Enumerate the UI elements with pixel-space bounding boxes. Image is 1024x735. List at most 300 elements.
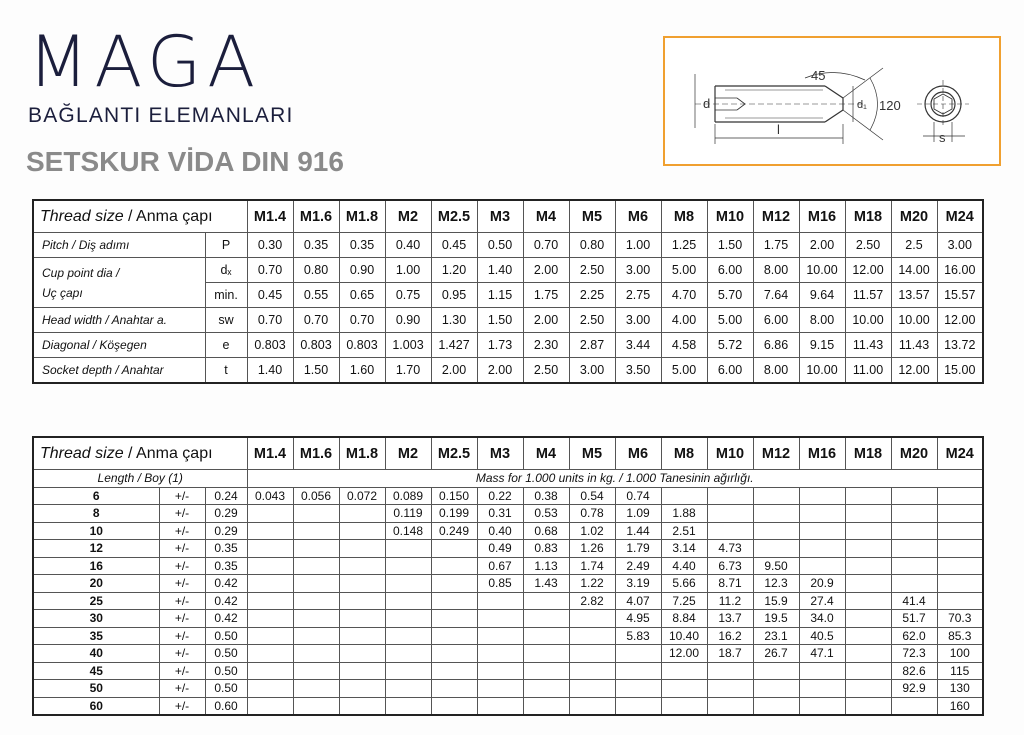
length-cell: 8: [33, 505, 159, 523]
length-cell: 12: [33, 540, 159, 558]
mass-cell: [431, 680, 477, 698]
mass-cell: [845, 522, 891, 540]
mass-cell: 0.49: [477, 540, 523, 558]
table-cell: 7.64: [753, 283, 799, 308]
size-header: M8: [661, 437, 707, 470]
length-cell: 30: [33, 610, 159, 628]
tolerance-cell: 0.42: [205, 610, 247, 628]
table-cell: 8.00: [753, 358, 799, 384]
mass-cell: 4.07: [615, 592, 661, 610]
mass-cell: [385, 662, 431, 680]
table-cell: 5.70: [707, 283, 753, 308]
mass-cell: [799, 540, 845, 558]
mass-cell: [339, 522, 385, 540]
mass-cell: [385, 540, 431, 558]
table-cell: 8.00: [753, 258, 799, 283]
size-header: M3: [477, 200, 523, 233]
mass-cell: 2.51: [661, 522, 707, 540]
mass-cell: [247, 592, 293, 610]
row-label-en: Socket depth: [42, 363, 113, 377]
mass-cell: 1.43: [523, 575, 569, 593]
table-cell: 0.803: [339, 333, 385, 358]
tolerance-cell: 0.42: [205, 592, 247, 610]
row-label-tr: Uç çapı: [42, 285, 83, 300]
mass-cell: [845, 557, 891, 575]
row-label-tr: / Diş adımı: [68, 238, 130, 252]
mass-cell: 34.0: [799, 610, 845, 628]
row-label-en: Head width: [42, 313, 103, 327]
row-label: [33, 333, 205, 358]
table-cell: 0.30: [247, 233, 293, 258]
table-cell: 3.50: [615, 358, 661, 384]
mass-cell: [339, 592, 385, 610]
mass-cell: 0.78: [569, 505, 615, 523]
mass-cell: [845, 592, 891, 610]
length-cell: 20: [33, 575, 159, 593]
size-header: M10: [707, 437, 753, 470]
tolerance-cell: 0.60: [205, 697, 247, 715]
table-cell: 1.40: [247, 358, 293, 384]
mass-cell: [477, 680, 523, 698]
mass-cell: 0.119: [385, 505, 431, 523]
mass-cell: 13.7: [707, 610, 753, 628]
mass-cell: [891, 522, 937, 540]
mass-cell: [937, 575, 983, 593]
table-row: [33, 680, 983, 698]
mass-cell: [753, 522, 799, 540]
mass-cell: [707, 680, 753, 698]
mass-cell: [615, 697, 661, 715]
table-cell: 10.00: [799, 258, 845, 283]
mass-cell: [293, 627, 339, 645]
table-cell: 2.50: [569, 258, 615, 283]
page-title: SETSKUR VİDA DIN 916: [26, 146, 344, 177]
mass-cell: 40.5: [799, 627, 845, 645]
row-label-en: Diagonal: [42, 338, 90, 352]
size-header: M10: [707, 200, 753, 233]
tolerance-cell: 0.50: [205, 680, 247, 698]
mass-cell: [523, 610, 569, 628]
table-cell: 3.00: [615, 258, 661, 283]
mass-cell: [385, 627, 431, 645]
tolerance-cell: 0.35: [205, 540, 247, 558]
plus-minus-cell: +/-: [159, 557, 205, 575]
table-cell: 2.00: [431, 358, 477, 384]
table-cell: 2.87: [569, 333, 615, 358]
mass-cell: [937, 557, 983, 575]
mass-cell: 20.9: [799, 575, 845, 593]
mass-cell: 0.150: [431, 487, 477, 505]
mass-cell: 0.148: [385, 522, 431, 540]
mass-cell: [753, 487, 799, 505]
mass-cell: [431, 662, 477, 680]
figure-label-length: l: [777, 122, 780, 137]
table-row: [33, 540, 983, 558]
mass-cell: 0.53: [523, 505, 569, 523]
table-row: [33, 358, 983, 384]
length-header: Length / Boy (1): [33, 470, 247, 488]
table-row: [33, 645, 983, 663]
table-row: [33, 592, 983, 610]
size-header: M5: [569, 437, 615, 470]
mass-cell: 18.7: [707, 645, 753, 663]
mass-cell: 8.84: [661, 610, 707, 628]
mass-cell: [845, 575, 891, 593]
mass-cell: 0.83: [523, 540, 569, 558]
table-cell: 15.00: [937, 358, 983, 384]
table-cell: 0.50: [477, 233, 523, 258]
mass-cell: [753, 697, 799, 715]
mass-cell: [431, 540, 477, 558]
mass-cell: [891, 697, 937, 715]
table-cell: 1.15: [477, 283, 523, 308]
table-cell: 0.90: [385, 308, 431, 333]
mass-cell: [799, 505, 845, 523]
set-screw-drawing: [663, 36, 1001, 166]
mass-cell: [523, 697, 569, 715]
mass-cell: [937, 592, 983, 610]
mass-cell: 7.25: [661, 592, 707, 610]
table-cell: 3.00: [615, 308, 661, 333]
table-row: [33, 505, 983, 523]
tolerance-cell: 0.35: [205, 557, 247, 575]
mass-cell: 1.79: [615, 540, 661, 558]
mass-cell: [523, 680, 569, 698]
mass-cell: [569, 697, 615, 715]
plus-minus-cell: +/-: [159, 592, 205, 610]
mass-cell: [569, 645, 615, 663]
mass-cell: [845, 487, 891, 505]
size-header: M1.8: [339, 437, 385, 470]
mass-cell: [431, 610, 477, 628]
mass-cell: [247, 575, 293, 593]
mass-cell: [661, 662, 707, 680]
table-cell: 3.00: [937, 233, 983, 258]
tolerance-cell: 0.24: [205, 487, 247, 505]
table-cell: 6.86: [753, 333, 799, 358]
table-cell: 1.003: [385, 333, 431, 358]
mass-cell: 1.44: [615, 522, 661, 540]
mass-cell: [293, 540, 339, 558]
length-cell: 25: [33, 592, 159, 610]
size-header: M4: [523, 437, 569, 470]
mass-cell: [477, 645, 523, 663]
table-cell: 2.50: [845, 233, 891, 258]
table-cell: 0.35: [339, 233, 385, 258]
mass-cell: [339, 557, 385, 575]
size-header: M12: [753, 437, 799, 470]
mass-cell: 0.199: [431, 505, 477, 523]
length-cell: 6: [33, 487, 159, 505]
table-cell: 5.72: [707, 333, 753, 358]
mass-cell: [523, 627, 569, 645]
mass-cell: 26.7: [753, 645, 799, 663]
plus-minus-cell: +/-: [159, 610, 205, 628]
size-header: M18: [845, 200, 891, 233]
table-cell: 12.00: [937, 308, 983, 333]
size-header: M8: [661, 200, 707, 233]
mass-cell: [477, 627, 523, 645]
mass-cell: [845, 697, 891, 715]
mass-cell: [247, 627, 293, 645]
mass-cell: [477, 610, 523, 628]
mass-cell: 11.2: [707, 592, 753, 610]
table-cell: 15.57: [937, 283, 983, 308]
mass-cell: [753, 680, 799, 698]
mass-cell: [523, 645, 569, 663]
mass-cell: 3.14: [661, 540, 707, 558]
mass-cell: 16.2: [707, 627, 753, 645]
table-cell: 6.00: [707, 258, 753, 283]
mass-cell: [891, 557, 937, 575]
length-cell: 35: [33, 627, 159, 645]
table-cell: 0.45: [247, 283, 293, 308]
mass-cell: [569, 610, 615, 628]
mass-cell: [247, 697, 293, 715]
mass-cell: [247, 540, 293, 558]
table-cell: 1.25: [661, 233, 707, 258]
mass-cell: [845, 662, 891, 680]
mass-cell: 1.09: [615, 505, 661, 523]
mass-cell: [569, 680, 615, 698]
plus-minus-cell: +/-: [159, 575, 205, 593]
mass-cell: [615, 662, 661, 680]
mass-cell: [891, 505, 937, 523]
mass-cell: [431, 645, 477, 663]
figure-label-s: s: [939, 130, 946, 145]
size-header: M1.4: [247, 200, 293, 233]
table-cell: 0.70: [247, 258, 293, 283]
table-row: [33, 697, 983, 715]
mass-cell: [247, 505, 293, 523]
size-header: M2: [385, 437, 431, 470]
size-header: M2.5: [431, 200, 477, 233]
size-header: M5: [569, 200, 615, 233]
mass-cell: [339, 505, 385, 523]
size-header: M20: [891, 200, 937, 233]
row-symbol: min.: [205, 283, 247, 308]
size-header: M2.5: [431, 437, 477, 470]
mass-cell: [247, 645, 293, 663]
mass-cell: 1.26: [569, 540, 615, 558]
mass-cell: 0.85: [477, 575, 523, 593]
table-cell: 1.40: [477, 258, 523, 283]
mass-cell: 85.3: [937, 627, 983, 645]
figure-label-d1: d₁: [857, 99, 867, 111]
mass-cell: [385, 557, 431, 575]
mass-cell: 23.1: [753, 627, 799, 645]
table-cell: 1.30: [431, 308, 477, 333]
mass-cell: [431, 592, 477, 610]
tolerance-cell: 0.29: [205, 505, 247, 523]
tolerance-cell: 0.50: [205, 645, 247, 663]
mass-cell: [293, 505, 339, 523]
table-cell: 1.50: [707, 233, 753, 258]
mass-cell: [247, 557, 293, 575]
table-cell: 4.00: [661, 308, 707, 333]
table-cell: 1.73: [477, 333, 523, 358]
mass-cell: [339, 540, 385, 558]
row-symbol: e: [205, 333, 247, 358]
table-cell: 0.70: [523, 233, 569, 258]
mass-cell: 0.249: [431, 522, 477, 540]
mass-cell: 2.82: [569, 592, 615, 610]
mass-cell: [339, 680, 385, 698]
mass-cell: 0.67: [477, 557, 523, 575]
mass-cell: 92.9: [891, 680, 937, 698]
mass-cell: [385, 645, 431, 663]
mass-cell: [799, 557, 845, 575]
size-header: M1.6: [293, 200, 339, 233]
mass-cell: 0.54: [569, 487, 615, 505]
size-header: M18: [845, 437, 891, 470]
mass-cell: 4.73: [707, 540, 753, 558]
table-cell: 2.25: [569, 283, 615, 308]
mass-cell: 1.02: [569, 522, 615, 540]
table-cell: 2.00: [523, 258, 569, 283]
mass-cell: 9.50: [753, 557, 799, 575]
row-label-tr: / Köşegen: [89, 338, 147, 352]
size-header: M20: [891, 437, 937, 470]
mass-cell: 0.40: [477, 522, 523, 540]
mass-cell: [339, 662, 385, 680]
mass-cell: 8.71: [707, 575, 753, 593]
mass-cell: [523, 592, 569, 610]
table-cell: 10.00: [799, 358, 845, 384]
mass-cell: [937, 540, 983, 558]
mass-cell: [293, 592, 339, 610]
mass-cell: 0.74: [615, 487, 661, 505]
table-cell: 2.50: [523, 358, 569, 384]
row-symbol: P: [205, 233, 247, 258]
table-cell: 1.50: [293, 358, 339, 384]
brand-subtitle: BAĞLANTI ELEMANLARI: [28, 104, 294, 127]
size-header: M24: [937, 200, 983, 233]
length-cell: 16: [33, 557, 159, 575]
table-row: [33, 557, 983, 575]
size-header: M4: [523, 200, 569, 233]
mass-cell: [293, 680, 339, 698]
mass-cell: [477, 592, 523, 610]
plus-minus-cell: +/-: [159, 627, 205, 645]
mass-cell: [339, 627, 385, 645]
mass-cell: [339, 645, 385, 663]
table-cell: 0.75: [385, 283, 431, 308]
mass-cell: [293, 522, 339, 540]
technical-drawing: [665, 38, 999, 164]
mass-cell: [569, 627, 615, 645]
mass-cell: [339, 575, 385, 593]
table-cell: 0.95: [431, 283, 477, 308]
table-row: [33, 662, 983, 680]
mass-cell: 0.31: [477, 505, 523, 523]
mass-cell: [845, 505, 891, 523]
table-cell: 2.00: [799, 233, 845, 258]
mass-cell: [707, 697, 753, 715]
tolerance-cell: 0.50: [205, 627, 247, 645]
size-header: M3: [477, 437, 523, 470]
mass-cell: 41.4: [891, 592, 937, 610]
table-cell: 13.72: [937, 333, 983, 358]
mass-cell: 160: [937, 697, 983, 715]
length-cell: 45: [33, 662, 159, 680]
table-cell: 5.00: [707, 308, 753, 333]
mass-cell: [385, 592, 431, 610]
plus-minus-cell: +/-: [159, 505, 205, 523]
mass-cell: [247, 610, 293, 628]
table-row: [33, 308, 983, 333]
table-cell: 5.00: [661, 258, 707, 283]
plus-minus-cell: +/-: [159, 540, 205, 558]
mass-cell: [937, 522, 983, 540]
row-symbol: dₓ: [205, 258, 247, 283]
row-label-tr: / Anahtar a.: [102, 313, 167, 327]
size-header: M12: [753, 200, 799, 233]
length-cell: 50: [33, 680, 159, 698]
table-row: [33, 627, 983, 645]
mass-cell: 19.5: [753, 610, 799, 628]
mass-cell: [891, 575, 937, 593]
table-cell: 10.00: [845, 308, 891, 333]
table-cell: 0.803: [247, 333, 293, 358]
mass-cell: [845, 680, 891, 698]
mass-cell: [293, 645, 339, 663]
row-label: [33, 258, 205, 308]
mass-cell: 3.19: [615, 575, 661, 593]
table-cell: 1.50: [477, 308, 523, 333]
mass-cell: 4.40: [661, 557, 707, 575]
mass-cell: [615, 645, 661, 663]
mass-cell: [799, 697, 845, 715]
table-cell: 14.00: [891, 258, 937, 283]
size-header: M16: [799, 437, 845, 470]
table-row: [33, 575, 983, 593]
table-cell: 2.50: [569, 308, 615, 333]
table-cell: 0.80: [293, 258, 339, 283]
table-cell: 12.00: [891, 358, 937, 384]
tolerance-cell: 0.29: [205, 522, 247, 540]
mass-cell: 100: [937, 645, 983, 663]
table-cell: 1.427: [431, 333, 477, 358]
mass-cell: [753, 505, 799, 523]
mass-cell: [661, 697, 707, 715]
mass-cell: 5.83: [615, 627, 661, 645]
mass-cell: [339, 697, 385, 715]
table-cell: 9.15: [799, 333, 845, 358]
mass-cell: [891, 487, 937, 505]
mass-cell: [753, 662, 799, 680]
mass-cell: [523, 662, 569, 680]
table-cell: 6.00: [707, 358, 753, 384]
mass-cell: [293, 662, 339, 680]
row-label-en: Cup point dia /: [42, 265, 120, 280]
mass-cell: [799, 522, 845, 540]
table-cell: 2.75: [615, 283, 661, 308]
mass-cell: [891, 540, 937, 558]
mass-cell: 15.9: [753, 592, 799, 610]
table-cell: 4.58: [661, 333, 707, 358]
table-cell: 1.20: [431, 258, 477, 283]
mass-cell: 12.00: [661, 645, 707, 663]
mass-cell: 12.3: [753, 575, 799, 593]
plus-minus-cell: +/-: [159, 522, 205, 540]
row-label-tr: / Anahtar: [112, 363, 164, 377]
row-symbol: sw: [205, 308, 247, 333]
table-cell: 1.60: [339, 358, 385, 384]
table-cell: 1.00: [615, 233, 661, 258]
figure-label-d: d: [703, 96, 711, 111]
table-cell: 6.00: [753, 308, 799, 333]
